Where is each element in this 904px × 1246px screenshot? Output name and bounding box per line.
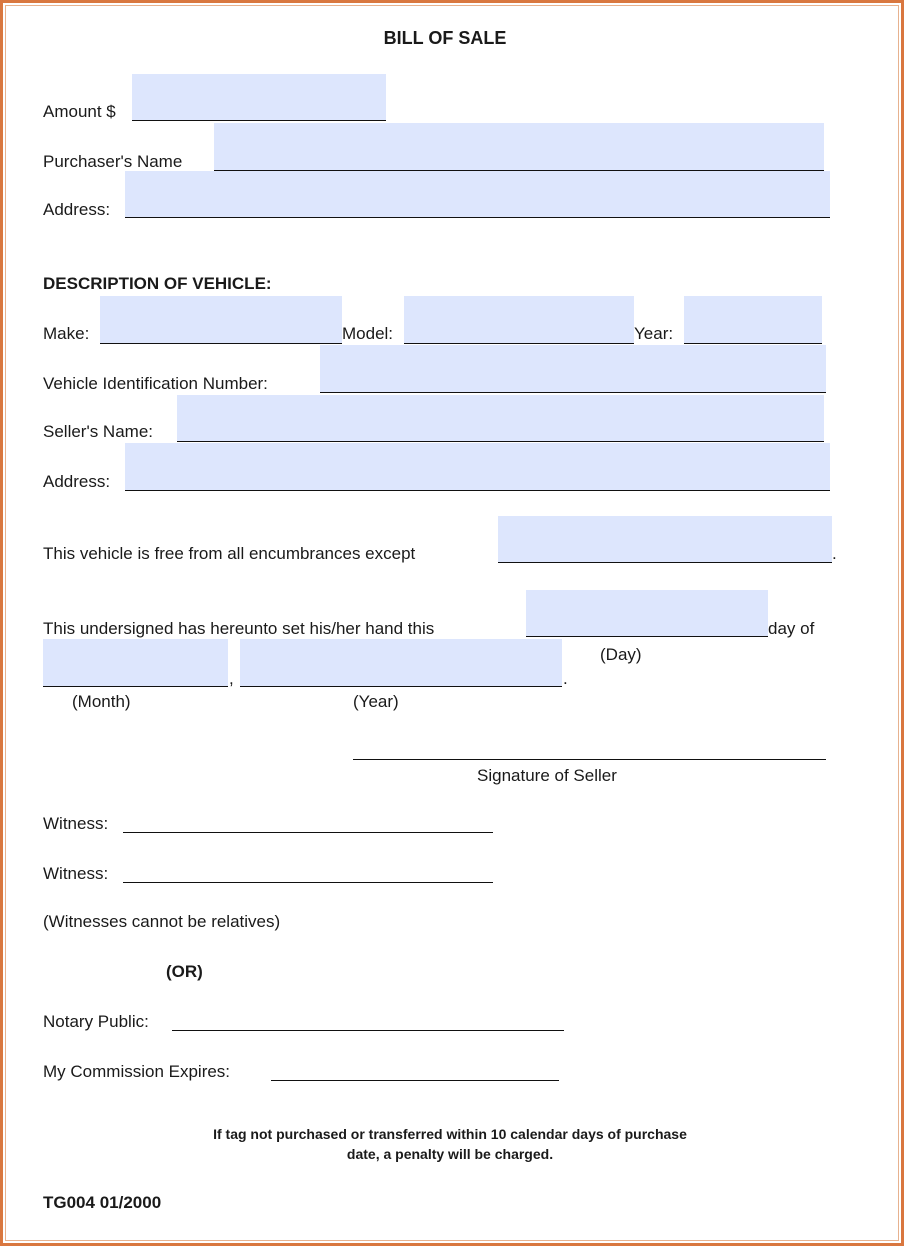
day-field[interactable] xyxy=(526,590,768,637)
model-field[interactable] xyxy=(404,296,634,344)
notary-public-label: Notary Public: xyxy=(43,1012,149,1031)
encumbrance-text: This vehicle is free from all encumbrances except xyxy=(43,544,416,563)
commission-expires-label: My Commission Expires: xyxy=(43,1062,231,1081)
penalty-note xyxy=(120,1124,780,1164)
day-underline xyxy=(526,636,768,637)
penalty-note-line-2: date, a penalty will be charged. xyxy=(346,1146,554,1162)
make-field[interactable] xyxy=(100,296,342,344)
undersigned-text: This undersigned has hereunto set his/her hand this xyxy=(43,619,435,638)
witness-2-line[interactable] xyxy=(123,882,493,883)
year-period: . xyxy=(563,669,568,688)
vin-field[interactable] xyxy=(320,345,826,393)
day-caption: (Day) xyxy=(600,645,642,664)
month-caption: (Month) xyxy=(72,692,131,711)
seller-address-field[interactable] xyxy=(125,443,830,491)
month-underline xyxy=(43,686,228,687)
amount-label: Amount $ xyxy=(43,102,116,121)
commission-expires-line[interactable] xyxy=(271,1080,559,1081)
purchaser-name-field[interactable] xyxy=(214,123,824,171)
year-caption: (Year) xyxy=(353,692,399,711)
seller-signature-line[interactable] xyxy=(353,759,826,760)
vin-underline xyxy=(320,392,826,393)
seller-signature-caption: Signature of Seller xyxy=(477,766,617,785)
form-title: BILL OF SALE xyxy=(383,28,507,48)
make-label: Make: xyxy=(43,324,90,343)
vehicle-description-heading: DESCRIPTION OF VEHICLE: xyxy=(43,274,272,293)
penalty-note-line-1: If tag not purchased or transferred within 10 calendar days of purchase xyxy=(213,1126,687,1142)
encumbrance-period: . xyxy=(832,544,837,563)
amount-underline xyxy=(132,120,386,121)
vin-label: Vehicle Identification Number: xyxy=(43,374,268,393)
seller-name-field[interactable] xyxy=(177,395,824,442)
encumbrance-field[interactable] xyxy=(498,516,832,563)
seller-address-label: Address: xyxy=(43,472,111,491)
witness-1-label: Witness: xyxy=(43,814,109,833)
year-underline xyxy=(684,343,822,344)
model-label: Model: xyxy=(342,324,394,343)
notary-public-line[interactable] xyxy=(172,1030,564,1031)
encumbrance-underline xyxy=(498,562,832,563)
or-text: (OR) xyxy=(166,962,203,981)
month-comma: , xyxy=(229,669,234,688)
year-written-underline xyxy=(240,686,562,687)
purchaser-address-label: Address: xyxy=(43,200,111,219)
seller-name-label: Seller's Name: xyxy=(43,422,154,441)
purchaser-address-field[interactable] xyxy=(125,171,830,218)
witness-2-label: Witness: xyxy=(43,864,109,883)
purchaser-name-label: Purchaser's Name xyxy=(43,152,183,171)
year-label: Year: xyxy=(634,324,674,343)
form-code: TG004 01/2000 xyxy=(43,1193,162,1212)
seller-address-underline xyxy=(125,490,830,491)
purchaser-address-underline xyxy=(125,217,830,218)
month-field[interactable] xyxy=(43,639,228,687)
day-of-text: day of xyxy=(768,619,815,638)
year-field[interactable] xyxy=(684,296,822,344)
amount-field[interactable] xyxy=(132,74,386,121)
year-written-field[interactable] xyxy=(240,639,562,687)
model-underline xyxy=(404,343,634,344)
seller-name-underline xyxy=(177,441,824,442)
witness-1-line[interactable] xyxy=(123,832,493,833)
witness-note: (Witnesses cannot be relatives) xyxy=(43,912,281,931)
make-underline xyxy=(100,343,342,344)
